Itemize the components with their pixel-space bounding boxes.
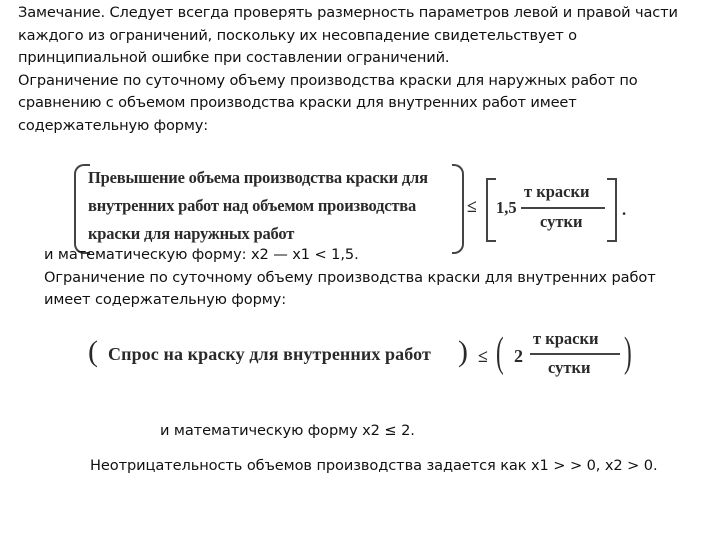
formula-text: Спрос на краску для внутренних работ <box>108 344 431 364</box>
math-form-2: и математическую форму x2 ≤ 2. <box>160 422 415 439</box>
intro-line: Ограничение по суточному объему производства краски для наружных работ по <box>18 71 638 89</box>
unit-numerator: т краски <box>533 329 599 348</box>
right-brace <box>452 164 464 254</box>
right-bracket: ) <box>624 330 632 376</box>
fraction-bar <box>530 353 620 355</box>
open-paren: ( <box>88 335 98 368</box>
intro-line: каждого из ограничений, поскольку их несовпадение свидетельствует о <box>18 26 577 44</box>
coefficient: 1,5 <box>496 198 517 217</box>
fraction-bar <box>521 207 605 209</box>
unit-denominator: сутки <box>548 358 591 377</box>
formula-interior-paint-demand <box>86 326 646 392</box>
unit-denominator: сутки <box>540 212 583 231</box>
intro-line: содержательную форму: <box>18 116 208 134</box>
constraint-2-line: имеет содержательную форму: <box>44 291 287 308</box>
formula-text-line: внутренних работ над объемом производства <box>88 196 417 215</box>
relation-sign: ≤ <box>467 196 477 216</box>
formula-text-line: Превышение объема производства краски для <box>88 168 428 187</box>
intro-paragraph <box>18 2 708 137</box>
close-paren: ) <box>458 335 468 368</box>
math-form-1: и математическую форму: x2 — x1 < 1,5. <box>44 246 359 263</box>
unit-numerator: т краски <box>524 182 590 201</box>
nonnegativity-statement: Неотрицательность объемов производства задается как x1 > > 0, x2 > 0. <box>90 457 658 474</box>
intro-line: сравнению с объемом производства краски для внутренних работ имеет <box>18 94 577 111</box>
formula-exterior-paint-constraint <box>74 160 634 252</box>
coefficient: 2 <box>514 346 523 366</box>
intro-line: принципиальной ошибке при составлении ограничений. <box>18 49 450 66</box>
formula-text-line: краски для наружных работ <box>88 224 295 243</box>
left-bracket <box>486 178 496 242</box>
relation-sign: ≤ <box>478 346 488 366</box>
intro-line: Замечание. Следует всегда проверять размерность параметров левой и правой части <box>18 4 678 21</box>
constraint-2-line: Ограничение по суточному объему производства краски для внутренних работ <box>44 269 656 286</box>
formula-period: . <box>622 200 627 219</box>
left-bracket: ( <box>496 330 504 376</box>
right-bracket <box>607 178 617 242</box>
